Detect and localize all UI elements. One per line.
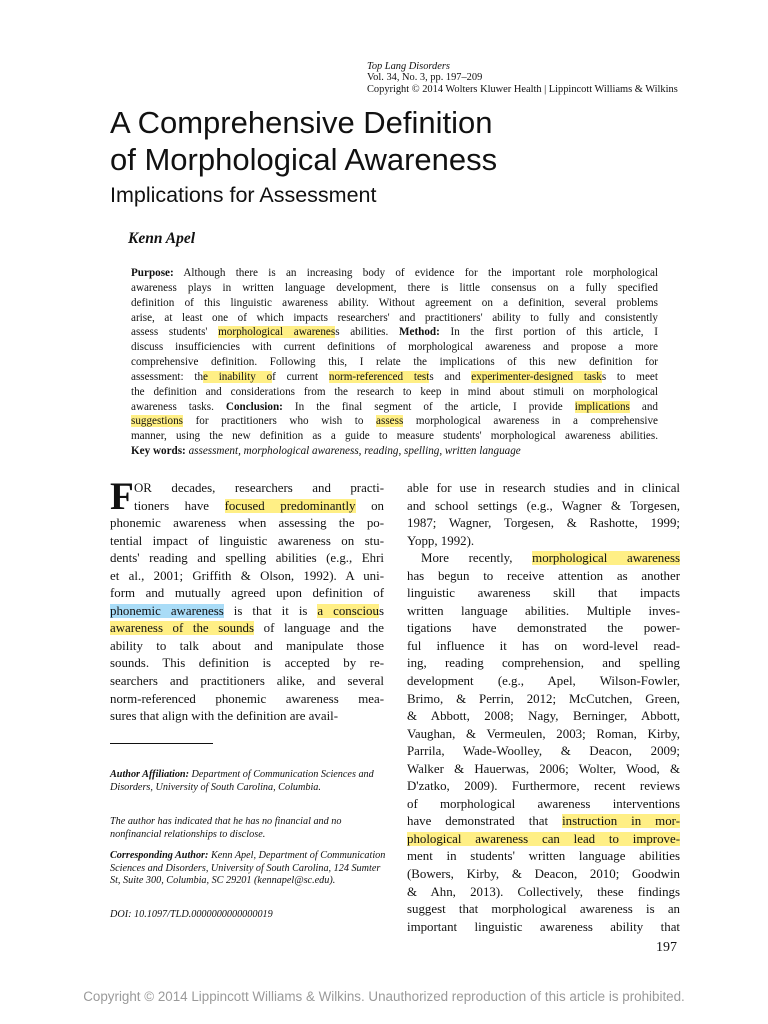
article-title (110, 104, 710, 178)
highlight: awareness of the sounds (110, 621, 255, 636)
footnote-divider (110, 743, 213, 744)
page-number: 197 (656, 940, 677, 955)
highlight: phonemic awareness (110, 603, 224, 618)
body-line: of morphological awareness interventions (407, 796, 680, 811)
body-line: More recently, morphological awareness (421, 551, 680, 566)
body-line: ing, reading comprehension, and spelling (407, 656, 680, 671)
drop-cap: F (110, 475, 134, 518)
body-line: written language abilities. Multiple inves- (407, 603, 680, 618)
author-affiliation: Author Affiliation: Department of Communication Sciences and Disorders, University of South Carolina, Columbia. (110, 769, 374, 793)
highlight: morphological awareness (532, 551, 680, 566)
body-line: suggest that morphological awareness is an (407, 902, 680, 917)
body-line: sures that align with the definition are avail- (110, 709, 339, 724)
author-name: Kenn Apel (128, 230, 196, 247)
body-line: ability to talk about and manipulate those (110, 638, 384, 653)
body-line: phonemic awareness when assessing the po- (110, 516, 384, 531)
title-line-1: A Comprehensive Definition (110, 105, 493, 140)
highlight: suggestions (131, 415, 183, 428)
body-line: ment in students' written language abilities (407, 849, 680, 864)
title-line-2: of Morphological Awareness (110, 142, 498, 177)
body-column-left (110, 475, 385, 726)
body-line (407, 831, 680, 849)
body-line: norm-referenced phonemic awareness mea- (110, 691, 384, 706)
highlight: instruction in mor- (562, 814, 680, 829)
keywords (131, 444, 658, 459)
keywords-label: Key words: (131, 445, 186, 458)
body-line: tigations have demonstrated the power- (407, 621, 680, 636)
highlight: assess (376, 415, 404, 428)
abstract-line: assessment: the inability of current norm-referenced tests and experimenter-designed tasks to meet (131, 370, 658, 383)
body-line: et al., 2001; Griffith & Olson, 1992). A uni- (110, 568, 384, 583)
body-line: Brimo, & Perrin, 2012; McCutchen, Green, (407, 691, 680, 706)
body-line: linguistic awareness skill that impacts (407, 586, 680, 601)
abstract-line: Purpose: Although there is an increasing body of evidence for the important role morphological (131, 267, 659, 279)
abstract-line: suggestions for practitioners who wish to assess morphological awareness in a comprehensive (131, 415, 658, 428)
disclosure-note: The author has indicated that he has no financial and no nonfinancial relationships to disclose. (110, 816, 342, 840)
highlight: implications (574, 400, 630, 413)
body-line: (Bowers, Kirby, & Deacon, 2010; Goodwin (407, 867, 680, 882)
highlight: e inability o (203, 370, 273, 383)
body-line: & Ahn, 2013). Collectively, these findings (407, 884, 680, 899)
body-line: have demonstrated that instruction in mor- (407, 814, 680, 829)
body-line: Walker & Hauerwas, 2006; Wolter, Wood, & (407, 761, 680, 776)
body-line: Yopp, 1992). (407, 533, 475, 548)
body-line: phonemic awareness is that it is a conscious (110, 603, 384, 618)
highlight: norm-referenced test (328, 370, 430, 383)
copyright-footer: Copyright © 2014 Lippincott Williams & Wilkins. Unauthorized reproduction of this article is prohibited. (83, 989, 685, 1004)
abstract-line: awareness tasks. Conclusion: In the final segment of the article, I provide implications and (131, 400, 658, 413)
body-line: has begun to receive attention as another (407, 568, 680, 583)
body-line: dents' reading and spelling abilities (e.g., Ehri (110, 551, 384, 566)
doi: DOI: 10.1097/TLD.0000000000000019 (110, 909, 273, 920)
body-line: development (e.g., Apel, Wilson-Fowler, (407, 674, 680, 689)
body-line: and school settings (e.g., Wagner & Torgesen, (407, 498, 680, 513)
journal-copyright: Copyright © 2014 Wolters Kluwer Health | Lippincott Williams & Wilkins (367, 83, 678, 95)
highlight: focused predominantly (224, 498, 356, 513)
body-column-right (407, 480, 680, 936)
abstract-line: manner, using the new definition as a guide to measure students' morphological awareness abilities. (131, 430, 658, 443)
highlight: phological awareness can lead to improve- (407, 831, 680, 846)
method-label: Method: (398, 326, 440, 339)
highlight: a consciou (317, 603, 379, 618)
body-line: sounds. This definition is accepted by re- (110, 656, 384, 671)
body-line: able for use in research studies and in clinical (407, 481, 680, 495)
abstract-line: arise, at least one of which impacts researchers' and practitioners' ability to fully and consistently (131, 311, 658, 324)
body-line: tential impact of linguistic awareness on stu- (110, 533, 384, 548)
abstract-line: assess students' morphological awareness abilities. Method: In the first portion of this article, I (131, 326, 658, 339)
body-line: Parrila, Wade-Woolley, & Deacon, 2009; (407, 744, 680, 759)
abstract-line: discuss insufficiencies with current definitions of morphological awareness and propose a more (131, 341, 658, 354)
body-line: D'zatko, 2009). Furthermore, recent reviews (407, 779, 680, 794)
abstract (131, 266, 658, 459)
body-line: awareness of the sounds of language and the (110, 621, 385, 636)
journal-volume: Vol. 34, No. 3, pp. 197–209 (367, 72, 483, 84)
journal-name: Top Lang Disorders (367, 61, 450, 72)
body-line: ful influence it has on word-level read- (407, 638, 680, 653)
body-line: 1987; Wagner, Torgesen, & Rashotte, 1999; (407, 516, 680, 531)
body-line: searchers and practitioners alike, and several (110, 674, 384, 689)
article-subtitle: Implications for Assessment (110, 183, 377, 207)
journal-info (367, 61, 707, 95)
corresponding-author: Corresponding Author: Kenn Apel, Department of Communication Sciences and Disorders, University of South Carolina, 124 Sumter St, Suite 300, Columbia, SC 29201 (kennapel@sc.edu). (110, 850, 386, 887)
highlight: morphological awarenes (218, 326, 336, 339)
conclusion-label: Conclusion: (225, 400, 283, 413)
abstract-line: definition of this linguistic awareness ability. Without agreement on a definition, several problems (131, 296, 658, 309)
body-line: & Abbott, 2008; Nagy, Berninger, Abbott, (407, 709, 680, 724)
keywords-list: assessment, morphological awareness, reading, spelling, written language (188, 445, 521, 458)
abstract-line: comprehensive definition. Following this, I relate the implications of this new definition for (131, 356, 658, 369)
purpose-label: Purpose: (131, 267, 174, 279)
body-line: form and mutually agreed upon definition of (110, 586, 384, 601)
body-line: important linguistic awareness ability that (407, 919, 680, 934)
highlight: experimenter-designed task (471, 370, 602, 383)
body-line: Vaughan, & Vermeulen, 2003; Roman, Kirby, (407, 726, 680, 741)
abstract-line: the definition and considerations from the research to keep in mind about stimuli on morphological (131, 385, 658, 398)
body-line: OR decades, researchers and practi- (134, 481, 384, 495)
abstract-line: awareness plays in written language development, there is little consensus on a fully specified (131, 281, 658, 294)
body-line: tioners have focused predominantly on (134, 498, 384, 513)
